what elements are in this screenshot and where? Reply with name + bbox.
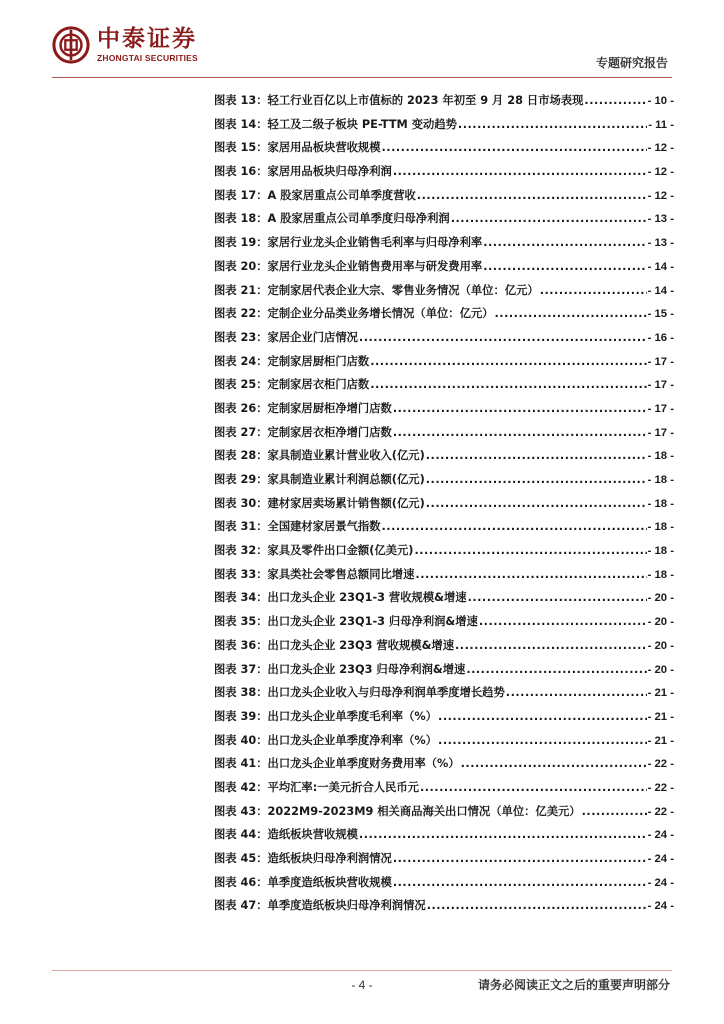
toc-leader-dots [426, 449, 647, 462]
toc-entry-page: - 22 - [647, 758, 674, 771]
toc-entry-title: 图表 46：单季度造纸板块营收规模 [214, 875, 392, 889]
toc-entry[interactable] [214, 234, 674, 258]
toc-entry[interactable] [214, 210, 674, 234]
toc-leader-dots [370, 355, 646, 368]
toc-entry-page: - 13 - [647, 213, 674, 226]
toc-leader-dots [414, 544, 646, 557]
toc-entry-title: 图表 32：家具及零件出口金额(亿美元) [214, 544, 414, 558]
toc-leader-dots [483, 260, 646, 273]
toc-entry-title: 图表 40：出口龙头企业单季度净利率（%） [214, 733, 438, 747]
toc-entry[interactable] [214, 897, 674, 921]
toc-entry[interactable] [214, 779, 674, 803]
toc-entry[interactable] [214, 400, 674, 424]
toc-entry-page: - 12 - [647, 166, 674, 179]
toc-entry[interactable] [214, 589, 674, 613]
table-of-figures [214, 92, 674, 921]
toc-leader-dots [382, 520, 647, 533]
toc-entry-page: - 21 - [647, 734, 674, 747]
logo-chinese-name: 中泰证券 [97, 26, 197, 52]
toc-entry[interactable] [214, 637, 674, 661]
toc-entry-page: - 18 - [647, 450, 674, 463]
toc-entry-page: - 20 - [647, 592, 674, 605]
toc-entry[interactable] [214, 518, 674, 542]
toc-entry-page: - 21 - [647, 710, 674, 723]
toc-leader-dots [540, 284, 647, 297]
toc-leader-dots [393, 852, 647, 865]
toc-entry-page: - 24 - [647, 900, 674, 913]
toc-entry-page: - 24 - [647, 853, 674, 865]
toc-entry[interactable] [214, 708, 674, 732]
toc-entry-title: 图表 44：造纸板块营收规模 [214, 828, 358, 842]
toc-leader-dots [483, 236, 646, 249]
toc-entry-title: 图表 30：建材家居卖场累计销售额(亿元) [214, 496, 425, 510]
toc-entry-page: - 24 - [647, 829, 674, 842]
logo-english-name: ZHONGTAI SECURITIES [97, 53, 198, 63]
toc-entry[interactable] [214, 447, 674, 471]
toc-entry-page: - 22 - [647, 781, 674, 794]
toc-entry[interactable] [214, 542, 674, 566]
toc-entry-page: - 18 - [647, 474, 674, 486]
toc-leader-dots [393, 426, 647, 439]
toc-leader-dots [393, 165, 647, 178]
toc-entry-title: 图表 15：家居用品板块营收规模 [214, 141, 381, 155]
toc-entry-title: 图表 18：A 股家居重点公司单季度归母净利润 [214, 212, 450, 226]
toc-entry[interactable] [214, 92, 674, 116]
toc-entry-title: 图表 33：家具类社会零售总额同比增速 [214, 567, 415, 581]
toc-entry[interactable] [214, 495, 674, 519]
toc-entry[interactable] [214, 353, 674, 377]
zhongtai-logo-icon [52, 26, 90, 64]
toc-entry[interactable] [214, 613, 674, 637]
toc-entry-page: - 22 - [647, 805, 674, 818]
toc-entry-title: 图表 43：2022M9-2023M9 相关商品海关出口情况（单位：亿美元） [214, 804, 581, 818]
toc-leader-dots [393, 402, 647, 415]
toc-entry[interactable] [214, 850, 674, 874]
toc-entry-page: - 17 - [647, 426, 674, 439]
toc-entry[interactable] [214, 826, 674, 850]
toc-leader-dots [370, 378, 646, 391]
footer-divider [52, 970, 672, 971]
toc-leader-dots [479, 615, 647, 628]
toc-entry-page: - 20 - [647, 663, 674, 676]
toc-entry[interactable] [214, 139, 674, 163]
toc-leader-dots [359, 331, 647, 344]
toc-entry-title: 图表 34：出口龙头企业 23Q1-3 营收规模&增速 [214, 591, 467, 605]
toc-entry[interactable] [214, 874, 674, 898]
toc-leader-dots [420, 781, 647, 794]
toc-entry-page: - 17 - [647, 379, 674, 392]
report-type-label: 专题研究报告 [595, 56, 668, 70]
toc-entry-title: 图表 47：单季度造纸板块归母净利润情况 [214, 899, 426, 913]
toc-leader-dots [426, 473, 647, 486]
toc-entry[interactable] [214, 684, 674, 708]
toc-entry-title: 图表 28：家具制造业累计营业收入(亿元) [214, 449, 425, 463]
toc-entry-title: 图表 41：出口龙头企业单季度财务费用率（%） [214, 757, 460, 771]
toc-entry-title: 图表 25：定制家居衣柜门店数 [214, 378, 370, 392]
footer-disclaimer: 请务必阅读正文之后的重要声明部分 [477, 978, 670, 992]
toc-entry[interactable] [214, 329, 674, 353]
toc-entry-page: - 10 - [647, 95, 674, 107]
toc-entry-title: 图表 24：定制家居厨柜门店数 [214, 354, 370, 368]
toc-leader-dots [427, 899, 647, 912]
toc-entry-title: 图表 38：出口龙头企业收入与归母净利润单季度增长趋势 [214, 686, 505, 700]
toc-leader-dots [415, 568, 646, 581]
toc-entry-title: 图表 13：轻工行业百亿以上市值标的 2023 年初至 9 月 28 日市场表现 [214, 94, 584, 107]
toc-leader-dots [494, 307, 646, 320]
toc-entry-title: 图表 31：全国建材家居景气指数 [214, 520, 381, 534]
toc-entry-title: 图表 23：家居企业门店情况 [214, 330, 358, 344]
toc-leader-dots [426, 497, 647, 510]
toc-leader-dots [451, 212, 647, 225]
toc-entry[interactable] [214, 661, 674, 685]
toc-entry[interactable] [214, 258, 674, 282]
toc-entry[interactable] [214, 803, 674, 827]
toc-leader-dots [468, 591, 647, 604]
toc-entry-page: - 12 - [647, 142, 674, 155]
toc-entry-title: 图表 45：造纸板块归母净利润情况 [214, 852, 392, 865]
toc-leader-dots [382, 141, 647, 154]
toc-entry-title: 图表 37：出口龙头企业 23Q3 归母净利润&增速 [214, 662, 466, 676]
toc-entry[interactable] [214, 755, 674, 779]
toc-leader-dots [582, 805, 647, 818]
toc-entry-page: - 14 - [647, 260, 674, 273]
toc-leader-dots [466, 663, 646, 676]
toc-entry[interactable] [214, 376, 674, 400]
toc-entry[interactable] [214, 116, 674, 140]
toc-entry-title: 图表 35：出口龙头企业 23Q1-3 归母净利润&增速 [214, 615, 478, 629]
page-header [0, 0, 724, 84]
page-number: - 4 - [351, 978, 373, 992]
toc-entry-page: - 18 - [647, 545, 674, 558]
toc-entry-page: - 20 - [647, 639, 674, 652]
toc-leader-dots [506, 686, 647, 699]
toc-entry-page: - 17 - [647, 355, 674, 368]
toc-leader-dots [461, 757, 647, 770]
toc-entry[interactable] [214, 566, 674, 590]
toc-entry-page: - 15 - [647, 308, 674, 321]
toc-entry-page: - 14 - [647, 284, 674, 297]
toc-entry-title: 图表 26：定制家居厨柜净增门店数 [214, 401, 392, 415]
toc-leader-dots [417, 189, 647, 202]
toc-entry-page: - 18 - [647, 497, 674, 510]
toc-entry[interactable] [214, 424, 674, 448]
toc-entry-page: - 16 - [647, 331, 674, 344]
toc-entry[interactable] [214, 282, 674, 306]
toc-entry[interactable] [214, 305, 674, 329]
toc-entry-title: 图表 36：出口龙头企业 23Q3 营收规模&增速 [214, 638, 455, 652]
toc-leader-dots [458, 118, 647, 131]
toc-leader-dots [359, 828, 647, 841]
toc-entry-title: 图表 19：家居行业龙头企业销售毛利率与归母净利率 [214, 236, 483, 250]
toc-entry-page: - 24 - [647, 876, 674, 889]
header-divider [52, 77, 672, 78]
toc-entry-title: 图表 42：平均汇率:一美元折合人民币元 [214, 780, 419, 794]
toc-entry-title: 图表 39：出口龙头企业单季度毛利率（%） [214, 709, 438, 723]
toc-entry-title: 图表 22：定制企业分品类业务增长情况（单位：亿元） [214, 307, 494, 321]
toc-entry-page: - 21 - [647, 687, 674, 700]
toc-entry-title: 图表 29：家具制造业累计利润总额(亿元) [214, 473, 425, 486]
company-logo [52, 26, 198, 64]
toc-leader-dots [393, 876, 647, 889]
toc-entry-title: 图表 27：定制家居衣柜净增门店数 [214, 425, 392, 439]
toc-entry[interactable] [214, 471, 674, 495]
toc-entry-page: - 17 - [647, 402, 674, 415]
toc-entry[interactable] [214, 732, 674, 756]
toc-entry[interactable] [214, 163, 674, 187]
toc-entry-title: 图表 14：轻工及二级子板块 PE-TTM 变动趋势 [214, 117, 457, 131]
toc-entry-title: 图表 20：家居行业龙头企业销售费用率与研发费用率 [214, 259, 483, 273]
toc-entry-page: - 11 - [648, 118, 674, 131]
toc-entry-page: - 13 - [647, 237, 674, 250]
toc-entry-page: - 20 - [647, 616, 674, 629]
toc-entry[interactable] [214, 187, 674, 211]
toc-leader-dots [584, 94, 646, 107]
toc-leader-dots [438, 710, 647, 723]
toc-entry-page: - 18 - [647, 521, 674, 534]
toc-leader-dots [455, 639, 647, 652]
toc-entry-title: 图表 21：定制家居代表企业大宗、零售业务情况（单位：亿元） [214, 283, 539, 297]
toc-leader-dots [438, 734, 647, 747]
toc-entry-title: 图表 16：家居用品板块归母净利润 [214, 165, 392, 179]
toc-entry-page: - 12 - [647, 189, 674, 202]
toc-entry-page: - 18 - [647, 568, 674, 581]
toc-entry-title: 图表 17：A 股家居重点公司单季度营收 [214, 188, 416, 202]
